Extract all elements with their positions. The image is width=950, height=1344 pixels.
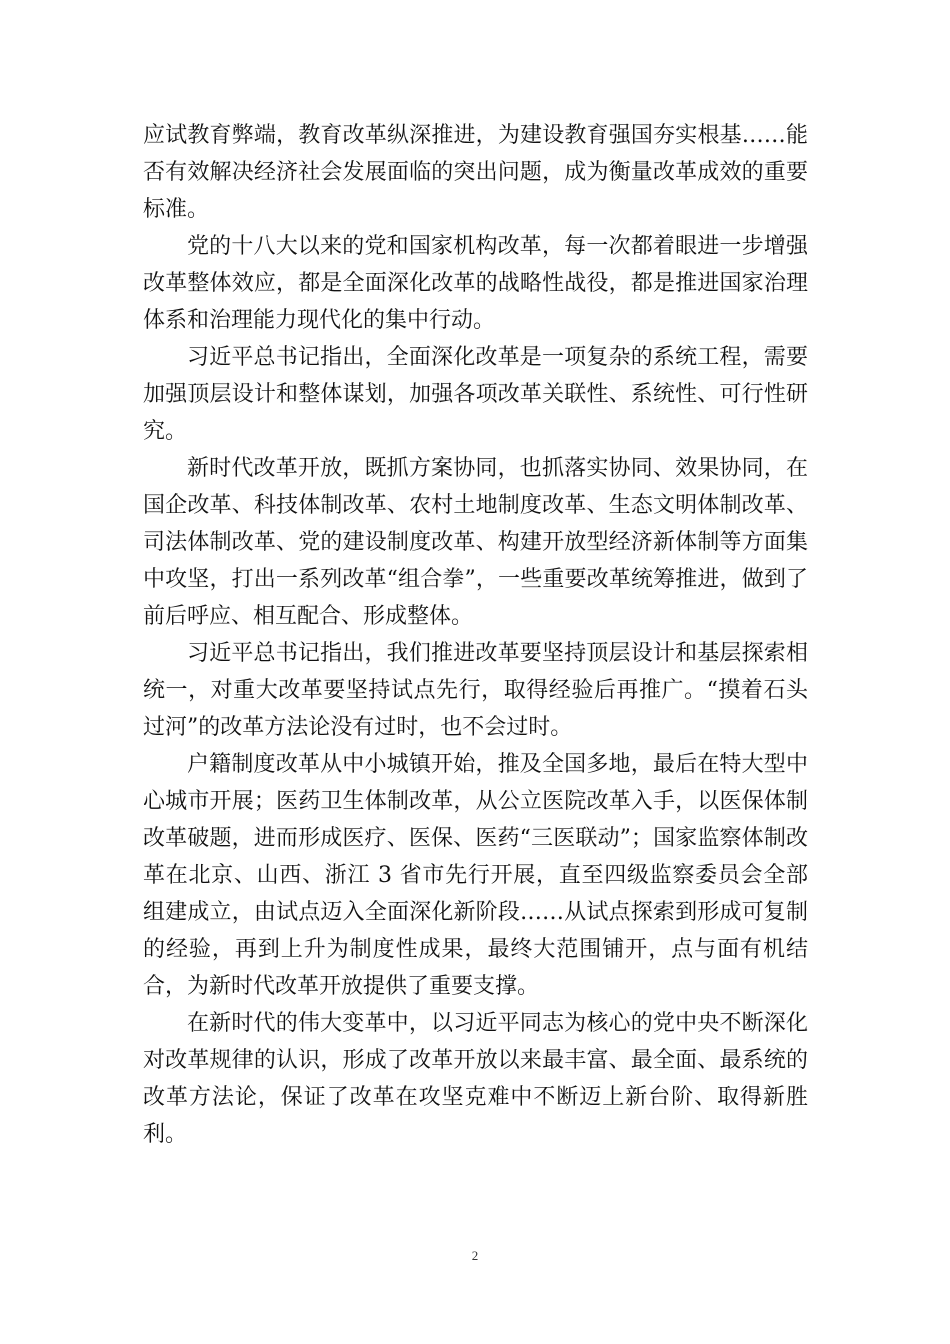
paragraph-institutional-reform: 党的十八大以来的党和国家机构改革，每一次都着眼进一步增强改革整体效应，都是全面深化改革的战略性战役，都是推进国家治理体系和治理能力现代化的集中行动。 (143, 234, 808, 333)
paragraph-conclusion: 在新时代的伟大变革中，以习近平同志为核心的党中央不断深化对改革规律的认识，形成了改革开放以来最丰富、最全面、最系统的改革方法论，保证了改革在攻坚克难中不断迈上新台阶、取得新胜利。 (143, 1011, 808, 1147)
paragraph-continued: 应试教育弊端，教育改革纵深推进，为建设教育强国夯实根基……能否有效解决经济社会发展面临的突出问题，成为衡量改革成效的重要标准。 (143, 123, 808, 222)
paragraph-pilot-first: 习近平总书记指出，我们推进改革要坚持顶层设计和基层探索相统一，对重大改革要坚持试点先行，取得经验后再推广。“摸着石头过河”的改革方法论没有过时，也不会过时。 (143, 641, 808, 740)
body-text (143, 117, 808, 1153)
paragraph-pilot-examples: 户籍制度改革从中小城镇开始，推及全国多地，最后在特大型中心城市开展；医药卫生体制改革，从公立医院改革入手，以医保体制改革破题，进而形成医疗、医保、医药“三医联动”；国家监察体制改革在北京、山西、浙江 3 省市先行开展，直至四级监察委员会全部组建成立，由试点迈入全面深化新阶段……从试点探索到形成可复制的经验，再到上升为制度性成果，最终大范围铺开，点与面有机结合，为新时代改革开放提供了重要支撑。 (143, 752, 808, 999)
page-number: 2 (471, 1248, 479, 1263)
paragraph-coordinated-reform: 新时代改革开放，既抓方案协同，也抓落实协同、效果协同，在国企改革、科技体制改革、农村土地制度改革、生态文明体制改革、司法体制改革、党的建设制度改革、构建开放型经济新体制等方面集中攻坚，打出一系列改革“组合拳”，一些重要改革统筹推进，做到了前后呼应、相互配合、形成整体。 (143, 456, 808, 629)
paragraph-systematic-engineering: 习近平总书记指出，全面深化改革是一项复杂的系统工程，需要加强顶层设计和整体谋划，加强各项改革关联性、系统性、可行性研究。 (143, 345, 808, 444)
